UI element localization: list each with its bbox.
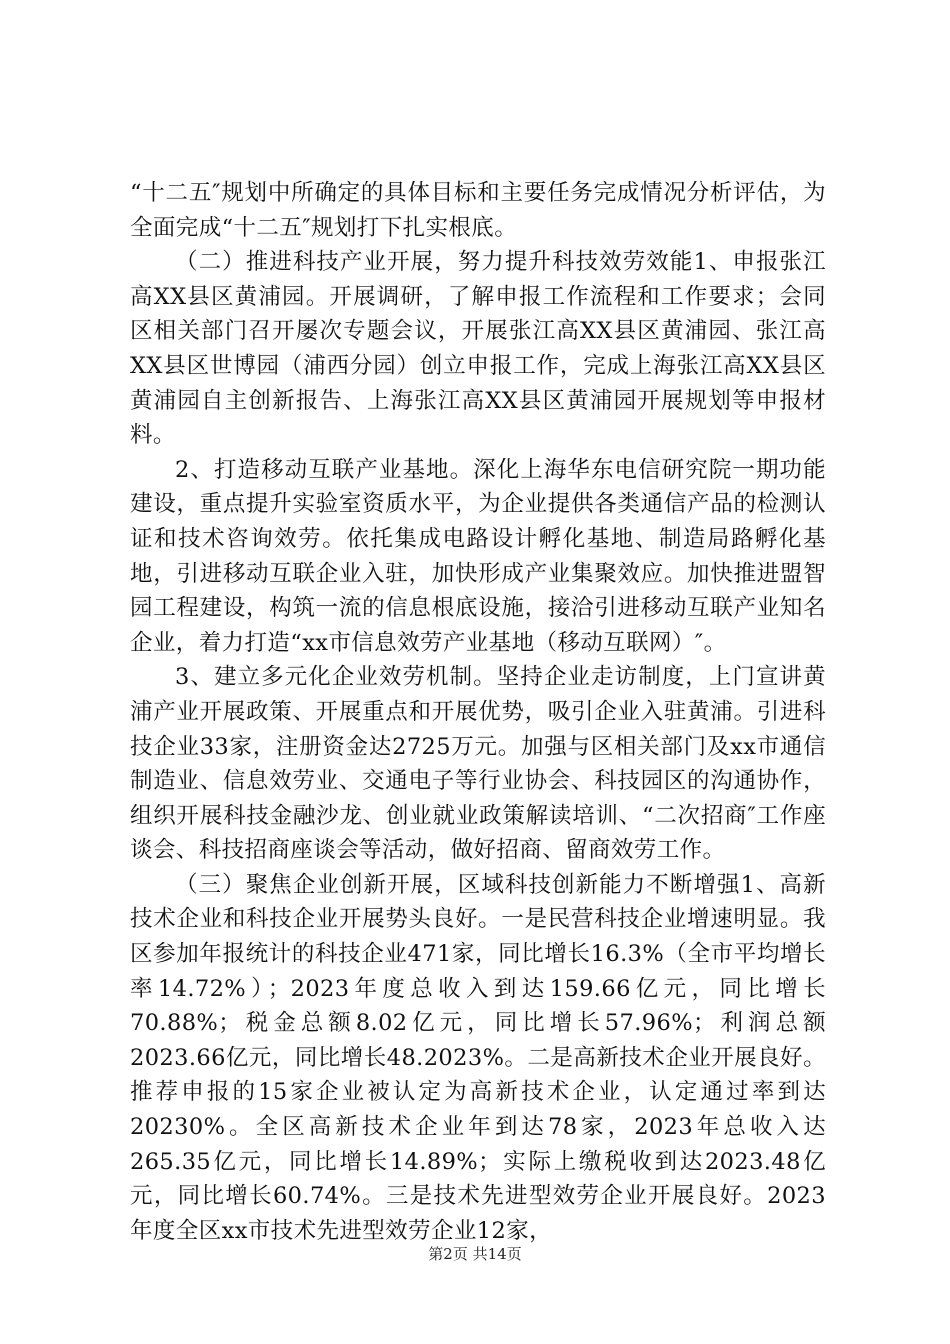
paragraph-continuation: “十二五″规划中所确定的具体目标和主要任务完成情况分析评估，为全面完成“十二五″规划打下扎实根底。: [130, 180, 826, 241]
page-number-footer: 第2页 共14页: [428, 1245, 522, 1263]
paragraph-item-3: 3、建立多元化企业效劳机制。坚持企业走访制度，上门宣讲黄浦产业开展政策、开展重点和开展优势，吸引企业入驻黄浦。引进科技企业33家，注册资金达2725万元。加强与区相关部门及xx市通信制造业、信息效劳业、交通电子等行业协会、科技园区的沟通协作，组织开展科技金融沙龙、创业就业政策解读培训、“二次招商″工作座谈会、科技招商座谈会等活动，做好招商、留商效劳工作。: [130, 664, 826, 864]
paragraph-item-2: 2、打造移动互联产业基地。深化上海华东电信研究院一期功能建设，重点提升实验室资质水平，为企业提供各类通信产品的检测认证和技术咨询效劳。依托集成电路设计孵化基地、制造局路孵化基地，引进移动互联企业入驻，加快形成产业集聚效应。加快推进盟智园工程建设，构筑一流的信息根底设施，接洽引进移动互联产业知名企业，着力打造“xx市信息效劳产业基地（移动互联网）″。: [130, 456, 826, 656]
paragraph-section-three: （三）聚焦企业创新开展，区域科技创新能力不断增强1、高新技术企业和科技企业开展势头良好。一是民营科技企业增速明显。我区参加年报统计的科技企业471家，同比增长16.3%（全市平均增长率14.72%）；2023年度总收入到达159.66亿元，同比增长70.88%；税金总额8.02亿元，同比增长57.96%；利润总额2023.66亿元，同比增长48.2023%。二是高新技术企业开展良好。推荐申报的15家企业被认定为高新技术企业，认定通过率到达20230%。全区高新技术企业年到达78家，2023年总收入达265.35亿元，同比增长14.89%；实际上缴税收到达2023.48亿元，同比增长60.74%。三是技术先进型效劳企业开展良好。2023年度全区xx市技术先进型效劳企业12家，: [130, 871, 826, 1244]
paragraph-section-two: （二）推进科技产业开展，努力提升科技效劳效能1、申报张江高XX县区黄浦园。开展调研，了解申报工作流程和工作要求；会同区相关部门召开屡次专题会议，开展张江高XX县区黄浦园、张江高XX县区世博园（浦西分园）创立申报工作，完成上海张江高XX县区黄浦园自主创新报告、上海张江高XX县区黄浦园开展规划等申报材料。: [130, 249, 826, 449]
document-body: [130, 176, 826, 1248]
